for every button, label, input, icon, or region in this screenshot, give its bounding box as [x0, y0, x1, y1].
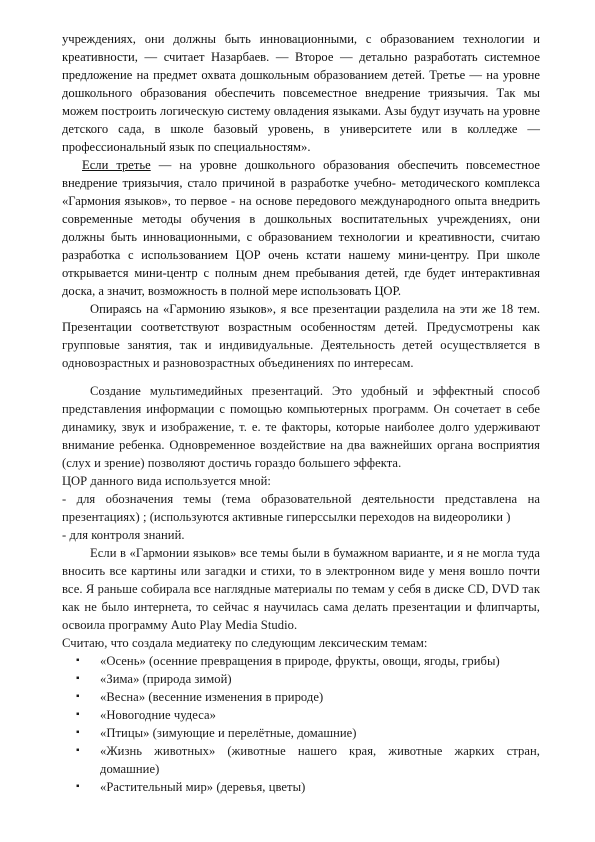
bullet-icon: ▪ [76, 745, 80, 756]
bullet-icon: ▪ [76, 655, 80, 666]
bullet-icon: ▪ [76, 709, 80, 720]
list-item: ▪ «Осень» (осенние превращения в природе, фрукты, овощи, ягоды, грибы) [76, 654, 500, 668]
paragraph-2 [62, 156, 540, 300]
bullet-icon: ▪ [76, 673, 80, 684]
paragraph-2-lead: Если третье [82, 158, 151, 172]
paragraph-2-rest: — на уровне дошкольного образования обеспечить повсеместное внедрение триязычия, стало причиной в разработке учебно- методического комплекса «Гармония языков», то первое - на основе передового международного опыта внедрить современные методы обучения в дошкольных воспитательных учреждениях, они должны быть инновационными, с образованием технологии и креативности, считаю разработка с использованием ЦОР очень кстати нашему мини-центру. При школе открывается мини-центр с полным днем пребывания детей, где будет интерактивная доска, а значит, возможность в полной мере использовать ЦОР. [62, 158, 540, 298]
paragraph-1: учреждениях, они должны быть инновационными, с образованием технологии и креативности, — считает Назарбаев. — Второе — детально разработать системное предложение на предмет охвата дошкольным образованием детей. Третье — на уровне дошкольного образования обеспечить повсеместное внедрение триязычия. Так мы можем построить логическую систему овладения языками. Азы будут изучать на уровне детского сада, в школе базовый уровень, в университете или в колледже — профессиональный язык по специальностям». [62, 32, 540, 154]
paragraph-5: ЦОР данного вида используется мной: [62, 474, 271, 488]
bullet-icon: ▪ [76, 727, 80, 738]
bullet-icon: ▪ [76, 781, 80, 792]
paragraph-8: Если в «Гармонии языков» все темы были в бумажном варианте, и я не могла туда вносить все картины или загадки и стихи, то в электронном виде у меня вошло почти все. Я раньше собирала все наглядные материалы по темам у себя в диске CD, DVD так как не было интернета, то сейчас я научилась сама делать презентации и флипчарты, освоила программу Auto Play Media Studio. [62, 546, 540, 632]
paragraph-6: - для обозначения темы (тема образовательной деятельности представлена на презентациях) ; (используются активные гиперссылки переходов на видеоролики ) [62, 492, 540, 524]
list-item: ▪ «Растительный мир» (деревья, цветы) [76, 780, 306, 794]
list-item: ▪ «Жизнь животных» (животные нашего края, животные жарких стран, домашние) [76, 744, 540, 776]
list-item: ▪ «Новогодние чудеса» [76, 708, 216, 722]
paragraph-4: Создание мультимедийных презентаций. Это удобный и эффектный способ представления информации с помощью компьютерных программ. Он сочетает в себе динамику, звук и изображение, т. е. те факторы, которые наиболее долго удерживают внимание ребенка. Одновременное воздействие на два важнейших органа восприятия (слух и зрение) позволяют достичь гораздо большего эффекта. [62, 384, 540, 470]
paragraph-3 [62, 300, 540, 372]
bullet-icon: ▪ [76, 691, 80, 702]
document-page [62, 30, 540, 796]
paragraph-3-scan: Предусмотрены как групповые занятия, так и индивидуальные. Деятельность детей осуществляется в одновозрастных и разновозрастных объединениях по интересам. [62, 320, 541, 370]
list-item: ▪ «Птицы» (зимующие и перелётные, домашние) [76, 726, 357, 740]
list-item: ▪ «Весна» (весенние изменения в природе) [76, 690, 324, 704]
paragraph-3-start: Опираясь на «Гармонию языков», я все презентации разделила на эти же 18 тем. Презентации соответствуют возрастным особенностям детей. [62, 302, 540, 334]
paragraph-9: Считаю, что создала медиатеку по следующим лексическим темам: [62, 636, 428, 650]
paragraph-7: - для контроля знаний. [62, 528, 185, 542]
topics-list [62, 652, 540, 796]
list-item: ▪ «Зима» (природа зимой) [76, 672, 232, 686]
